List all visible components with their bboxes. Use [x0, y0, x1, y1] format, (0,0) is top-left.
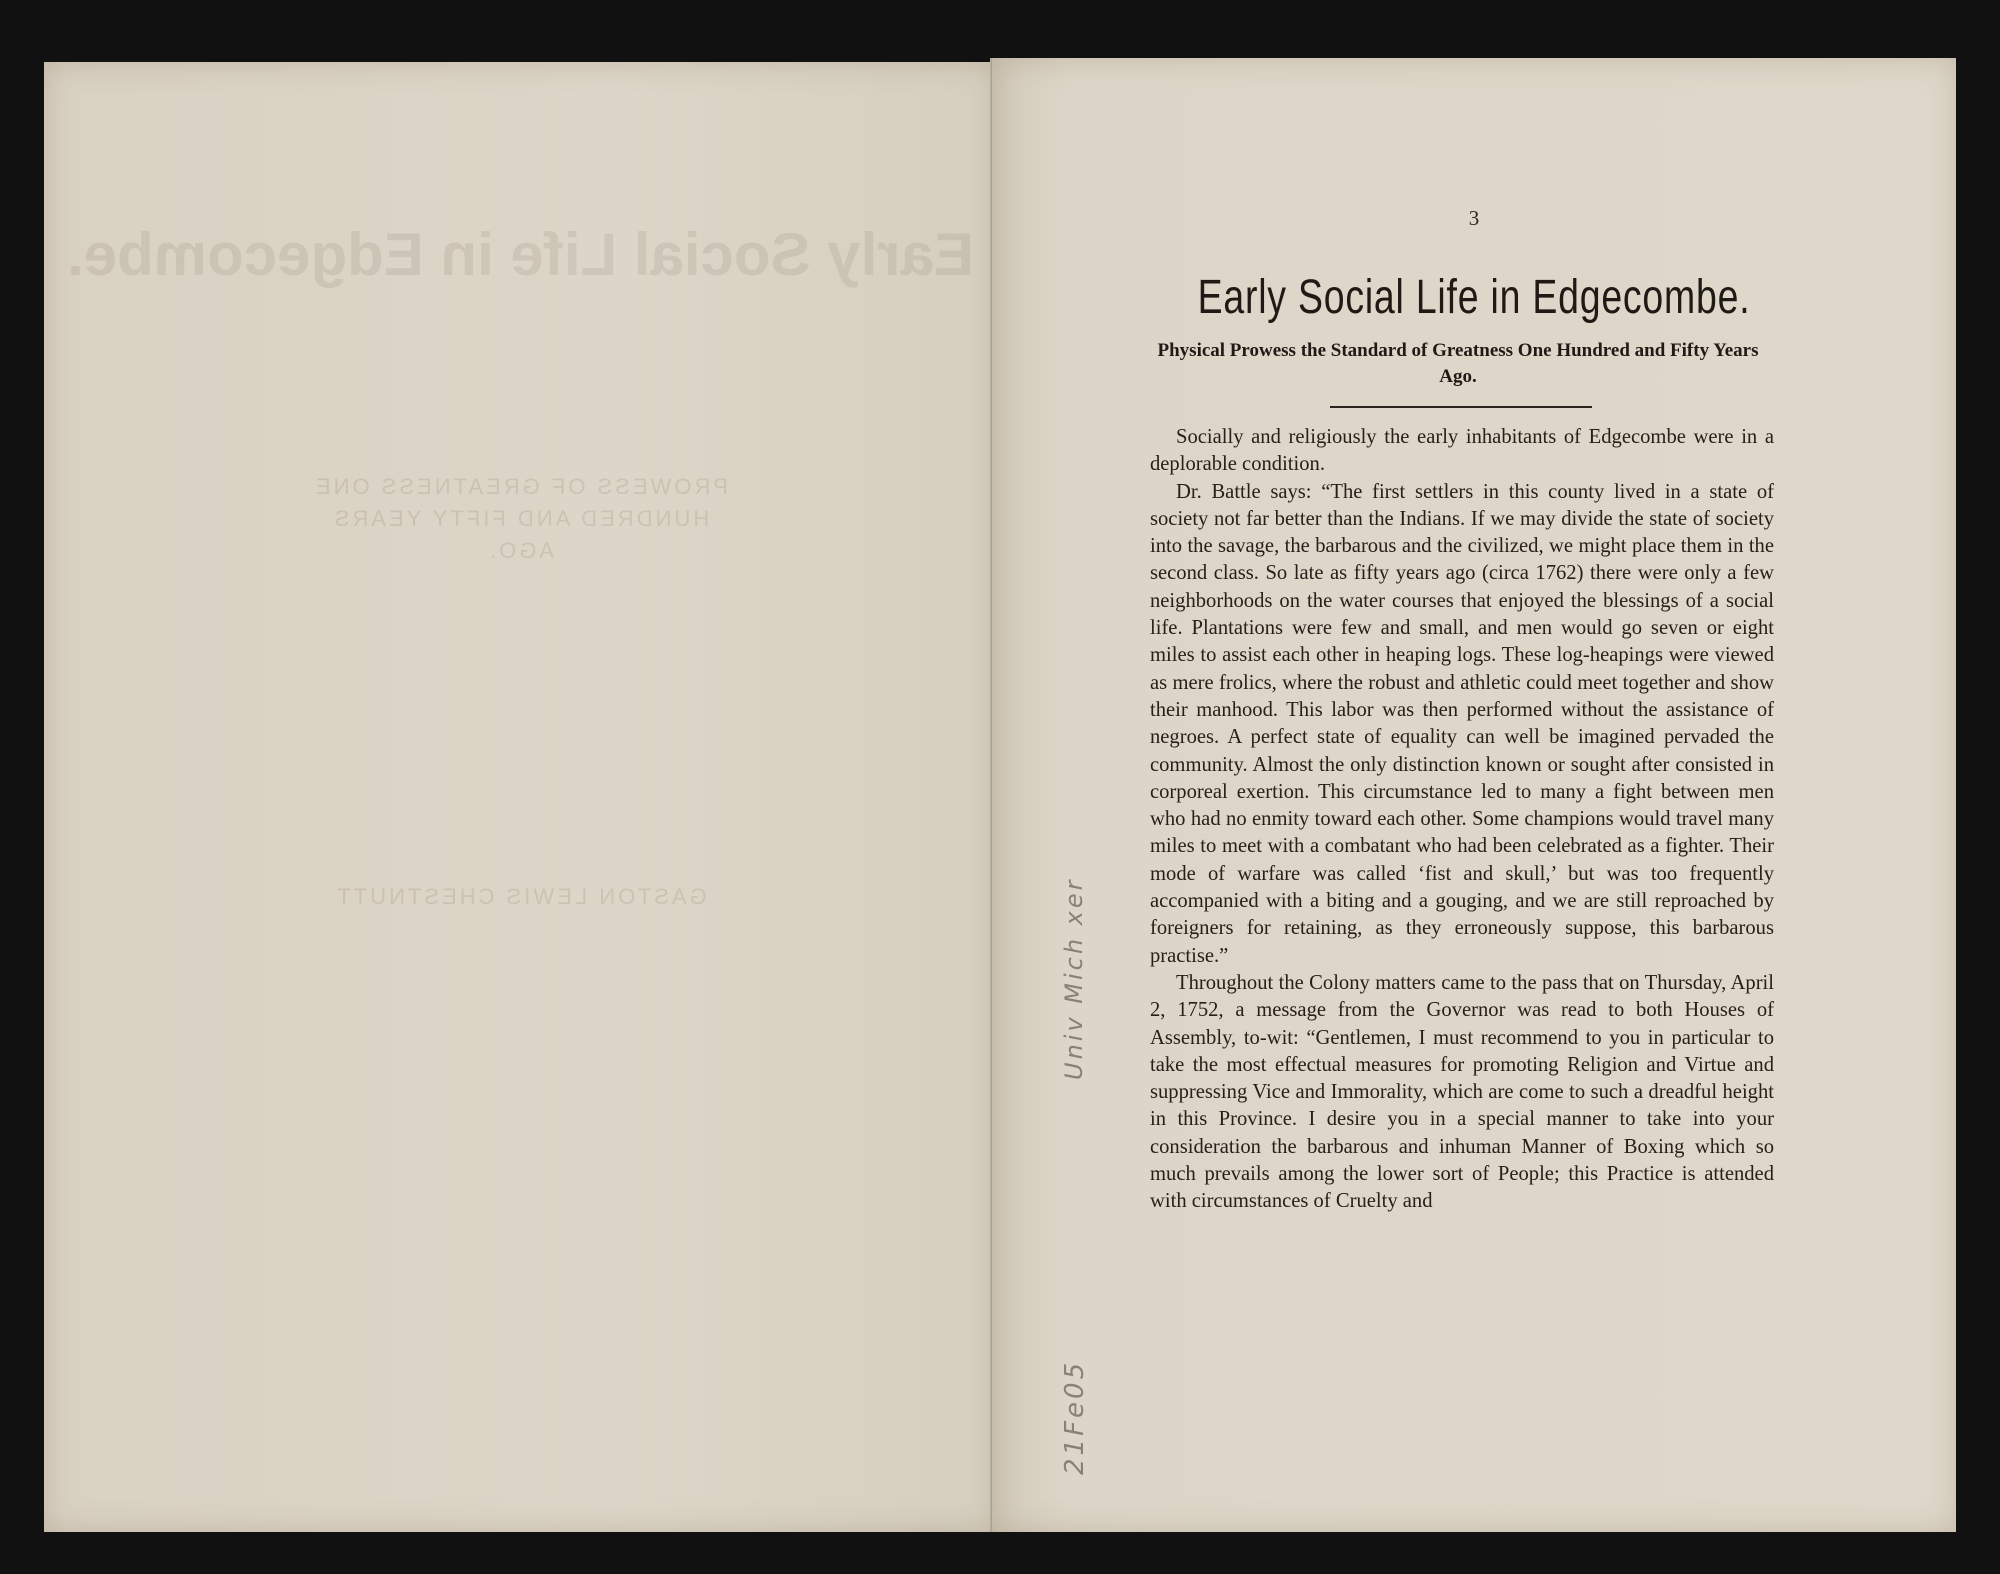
handwritten-date-note: 21Fe05	[1060, 1359, 1090, 1475]
bleed-through-title: Early Social Life in Edgecombe.	[67, 221, 974, 288]
bleed-through-author: GASTON LEWIS CHESTNUTT	[334, 884, 707, 909]
article-subtitle: Physical Prowess the Standard of Greatness One Hundred and Fifty Years Ago.	[1157, 340, 1759, 387]
bleed-through-line: PROWESS OF GREATNESS ONE	[312, 474, 729, 499]
bleed-through-line: AGO.	[487, 538, 555, 563]
right-page	[992, 58, 1956, 1532]
handwritten-margin-note: Univ Mich xer	[1060, 877, 1088, 1080]
title-divider	[1330, 406, 1592, 408]
article-title: Early Social Life in Edgecombe.	[1197, 271, 1751, 324]
paragraph: Dr. Battle says: “The first settlers in this county lived in a state of society not far better than the Indians. If we may divide the state of society into the savage, the barbarous and the civilized, we might place them in the second class. So late as fifty years ago (circa 1762) there were only a few neighborhoods on the water courses that enjoyed the blessings of a social life. Plantations were few and small, and men would go seven or eight miles to assist each other in heaping logs. These log-heapings were viewed as mere frolics, where the robust and athletic could meet together and show their manhood. This labor was then performed without the assistance of negroes. A perfect state of equality can well be imagined pervaded the community. Almost the only distinction known or sought after consisted in corporeal exertion. This circumstance led to many a fight between men who had no enmity toward each other. Some champions would travel many miles to meet with a combatant who had been celebrated as a fighter. Their mode of warfare was called ‘fist and skull,’ but was too frequently accompanied with a biting and a gouging, and we are still reproached by foreigners for retaining, as they erroneously suppose, this barbarous practise.”	[1150, 480, 1774, 967]
article-body	[1150, 424, 1774, 1216]
left-page	[44, 62, 997, 1532]
bleed-through-line: HUNDRED AND FIFTY YEARS	[331, 506, 710, 531]
page-number: 3	[1468, 206, 1480, 230]
paragraph: Socially and religiously the early inhabitants of Edgecombe were in a deplorable condition.	[1150, 426, 1774, 476]
paragraph: Throughout the Colony matters came to the pass that on Thursday, April 2, 1752, a message from the Governor was read to both Houses of Assembly, to-wit: “Gentlemen, I must recommend to you in particular to take the most effectual measures for promoting Religion and Virtue and suppressing Vice and Immorality, which are come to such a dreadful height in this Province. I desire you in a special manner to take into your consideration the barbarous and inhuman Manner of Boxing which so much prevails among the lower sort of People; this Practice is attended with circumstances of Cruelty and	[1150, 971, 1774, 1213]
